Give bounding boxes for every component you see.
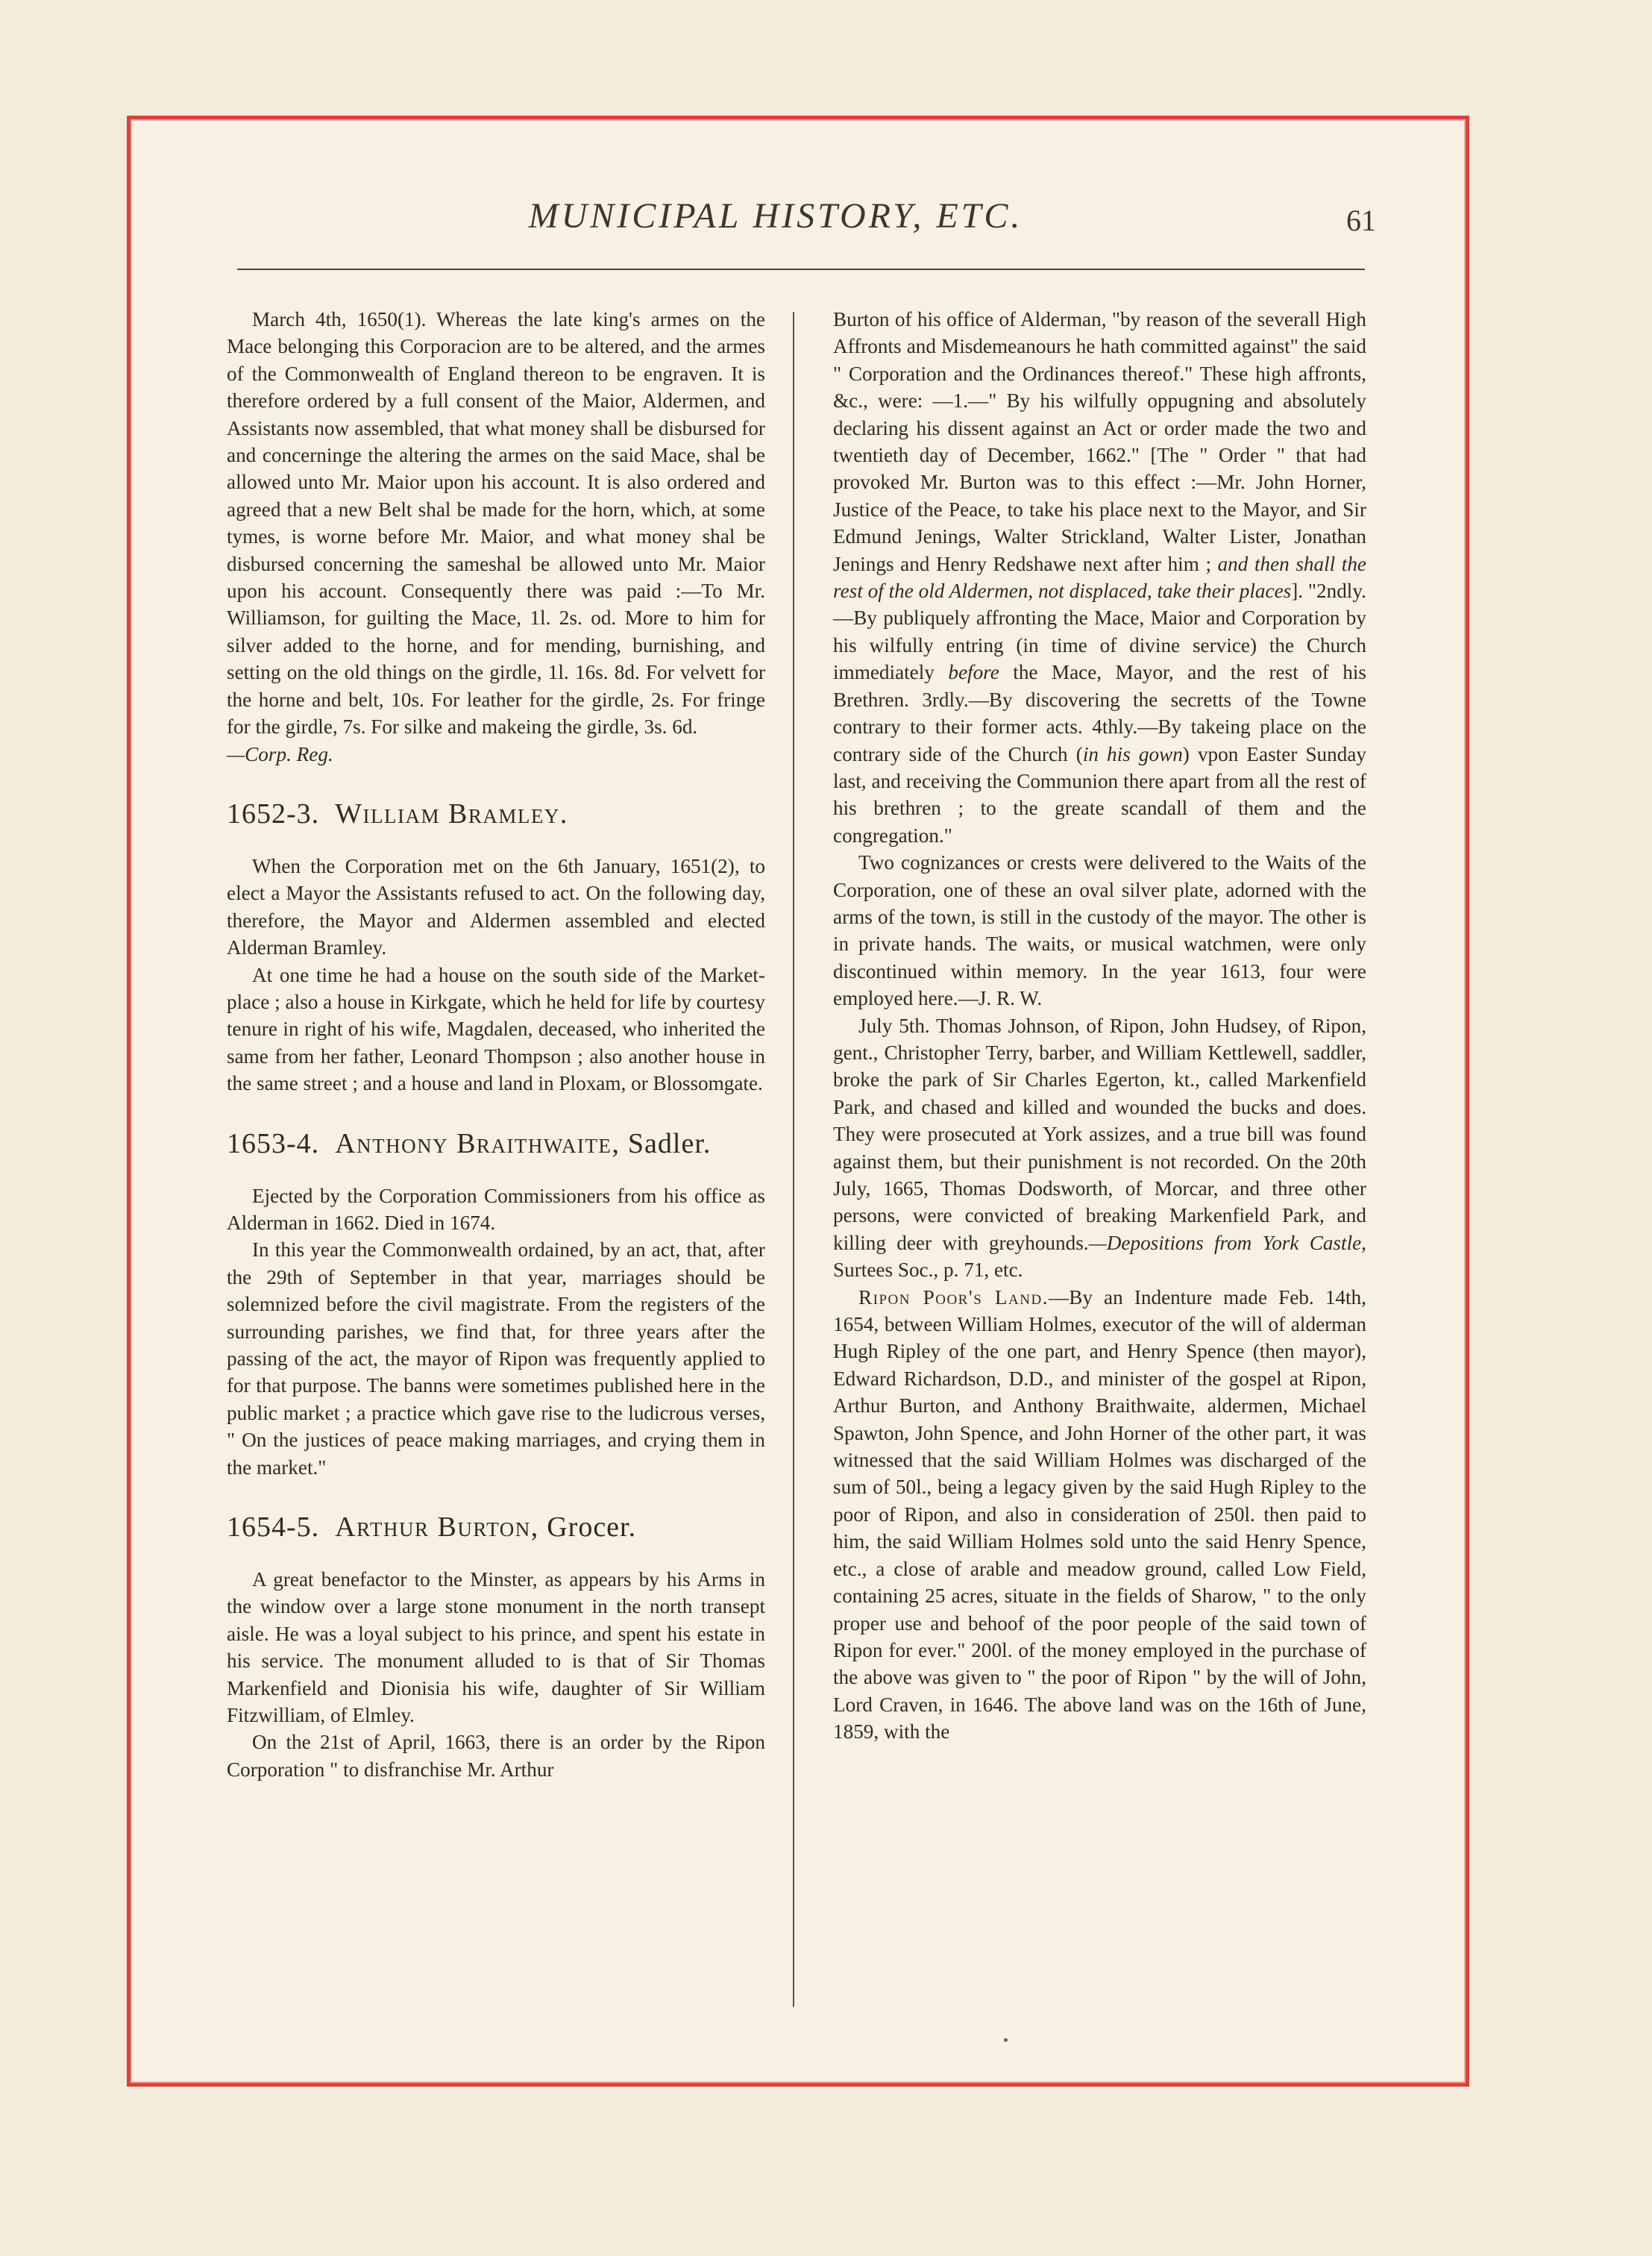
heading-year: 1652-3. — [227, 798, 320, 830]
text-run: Burton of his office of Alderman, "by reason of the severall High Affronts and Misdemeanours he hath committed against" the said " Corporation and the Ordinances thereof." These high affronts, &c., were: —1.—" By his wilfully oppugning and absolutely declaring his dissent against an Act or order made the two and twentieth day of December, 1662." [The " Order " that had provoked Mr. Burton was to this effect :—Mr. John Horner, Justice of the Peace, to take his place next to the Mayor, and Sir Edmund Jenings, Walter Strickland, Walter Lister, Jonathan Jenings and Henry Redshawe next after him ; — [833, 308, 1366, 575]
heading-trade: Grocer. — [547, 1511, 637, 1544]
header-rule — [237, 269, 1365, 270]
text-run: —By an Indenture made Feb. 14th, 1654, between William Holmes, executor of the will of alderman Hugh Ripley of the one part, and Henry Spence (then mayor), Edward Richardson, D.D., and minister of the gospel at Ripon, Arthur Burton, and Anthony Braithwaite, aldermen, Michael Spawton, John Spence, and John Horner of the other part, it was witnessed that the said William Holmes was discharged of the sum of 50l., being a legacy given by the said Hugh Ripley to the poor of Ripon, and also in consideration of 250l. then paid to him, the said William Holmes sold unto the said Henry Spence, etc., a close of arable and meadow ground, called Low Field, containing 25 acres, situate in the fields of Sharow, " to the only proper use and behoof of the poor people of the said town of Ripon for ever." 200l. of the money employed in the purchase of the above was given to " the poor of Ripon " by the will of John, Lord Craven, in 1646. The above land was on the 16th of June, 1859, with the — [833, 1285, 1366, 1743]
paragraph-civil-marriages: In this year the Commonwealth ordained, by an act, that, after the 29th of September in that year, marriages should be solemnized before the civil magistrate. From the registers of the surrounding parishes, we find that, for three years after the passing of the act, the mayor of Ripon was frequently applied to for that purpose. The banns were sometimes published here in the public market ; a practice which gave rise to the ludicrous verses, " On the justices of peace making marriages, and crying them in the market." — [227, 1238, 765, 1479]
print-mark — [1004, 2038, 1008, 2042]
text-run: July 5th. Thomas Johnson, of Ripon, John Hudsey, of Ripon, gent., Christopher Terry, barber, and William Kettlewell, saddler, broke the park of Sir Charles Egerton, kt., called Markenfield Park, and chased and killed and wounded the bucks and does. They were prosecuted at York assizes, and a true bill was found against them, but their punishment is not recorded. On the 20th July, 1665, Thomas Dodsworth, of Morcar, and three other persons, were convicted of breaking Markenfield Park, and killing deer with greyhounds. — [833, 1014, 1366, 1254]
heading-year: 1653-4. — [227, 1127, 320, 1159]
paragraph-burton-disfranchise: On the 21st of April, 1663, there is an order by the Ripon Corporation " to disfranchise Mr. Arthur — [227, 1731, 765, 1781]
paragraph-braithwaite-ejected: Ejected by the Corporation Commissioners from his office as Alderman in 1662. Died in 1674. — [227, 1184, 765, 1234]
paragraph-poors-land — [833, 1284, 1366, 1746]
text-run-italic: in his gown — [1082, 742, 1183, 765]
text-run: ) vpon Easter Sunday last, and receiving the Communion there apart from all the rest of his brethren ; to the greate scandall of them and the congregation." — [833, 742, 1367, 847]
heading-anthony-braithwaite — [227, 1127, 765, 1160]
heading-arthur-burton — [227, 1511, 765, 1544]
heading-name: William Bramley. — [335, 798, 568, 830]
paragraph-bramley-election: When the Corporation met on the 6th January, 1651(2), to elect a Mayor the Assistants refused to act. On the following day, therefore, the Mayor and Aldermen assembled and elected Alderman Bramley. — [227, 854, 765, 959]
paragraph-lead: Ripon Poor's Land. — [858, 1285, 1049, 1309]
running-title: MUNICIPAL HISTORY, ETC. — [528, 196, 1023, 236]
right-column — [833, 306, 1366, 1746]
source-depositions: —Depositions from York Castle, — [1088, 1231, 1366, 1254]
paragraph-mace-arms: March 4th, 1650(1). Whereas the late king's armes on the Mace belonging this Corporacion are to be altered, and the armes of the Commonwealth of England thereon to be engraven. It is therefore ordered by a full consent of the Maior, Aldermen, and Assistants now assembled, that what money shall be disbursed for and concerninge the altering the armes on the said Mace, shal be allowed unto Mr. Maior upon his account. It is also ordered and agreed that a new Belt shal be made for the horn, which, at some tymes, is worne before Mr. Maior, and what money shal be disbursed concerning the sameshal be allowed unto Mr. Maior upon his account. Consequently there was paid :—To Mr. Williamson, for guilting the Mace, 1l. 2s. od. More to him for silver added to the horne, and for mending, burnishing, and setting on the old things on the girdle, 1l. 16s. 8d. For velvett for the horne and belt, 10s. For leather for the girdle, 2s. For fringe for the girdle, 7s. For silke and makeing the girdle, 3s. 6d. — [227, 308, 765, 739]
heading-william-bramley — [227, 798, 765, 830]
paragraph-waits-cognizances: Two cognizances or crests were delivered to the Waits of the Corporation, one of these an oval silver plate, adorned with the arms of the town, is still in the custody of the mayor. The other is in private hands. The waits, or musical watchmen, were only discontinued within memory. In the year 1613, four were employed here.—J. R. W. — [833, 851, 1366, 1010]
text-run-italic: before — [948, 661, 999, 684]
heading-name: Arthur Burton, — [335, 1511, 539, 1544]
heading-year: 1654-5. — [227, 1511, 320, 1544]
source-corp-reg: —Corp. Reg. — [227, 742, 333, 765]
page-number: 61 — [1346, 204, 1376, 237]
text-run-italic: and then shall the rest of the old Aldermen, not displaced, take their places — [833, 552, 1366, 603]
paragraph-bramley-houses: At one time he had a house on the south side of the Market-place ; also a house in Kirkgate, which he held for life by courtesy tenure in right of his wife, Magdalen, deceased, who inherited the same from her father, Leonard Thompson ; also another house in the same street ; and a house and land in Ploxam, or Blossomgate. — [227, 963, 765, 1095]
column-divider — [793, 312, 794, 2007]
left-column — [227, 306, 765, 1783]
paragraph-burton-affronts — [833, 306, 1366, 849]
text-run: ]. "2ndly.—By publiquely affronting the Mace, Maior and Corporation by his wilfully entring (in time of divine service) the Church immediately — [833, 580, 1366, 684]
text-run: Surtees Soc., p. 71, etc. — [833, 1259, 1023, 1282]
heading-name: Anthony Braithwaite, — [335, 1127, 621, 1159]
paragraph-markenfield-park — [833, 1012, 1366, 1284]
heading-trade: Sadler. — [627, 1127, 712, 1159]
paragraph-burton-benefactor: A great benefactor to the Minster, as appears by his Arms in the window over a large stone monument in the north transept aisle. He was a loyal subject to his prince, and spent his estate in his service. The monument alluded to is that of Sir Thomas Markenfield and Dionisia his wife, daughter of Sir William Fitzwilliam, of Elmley. — [227, 1568, 765, 1727]
text-run: the Mace, Mayor, and the rest of his Brethren. 3rdly.—By discovering the secretts of the Towne contrary to their former acts. 4thly.—By takeing place on the contrary side of the Church ( — [833, 661, 1367, 765]
